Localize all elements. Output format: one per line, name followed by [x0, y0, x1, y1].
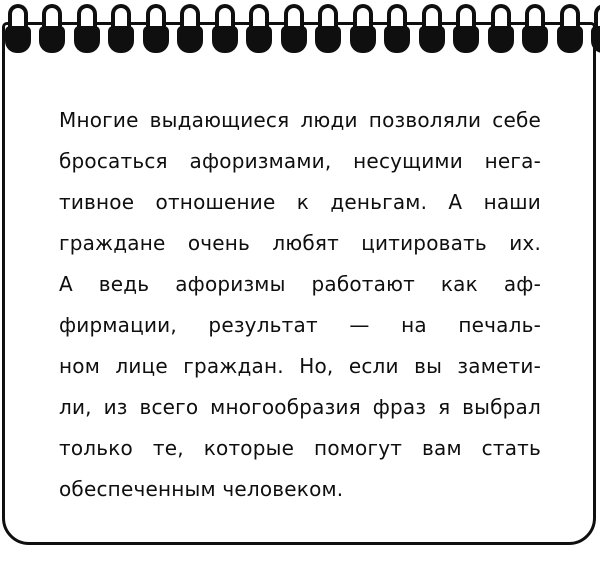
spiral-hole [384, 26, 410, 53]
spiral-ring-icon [384, 4, 410, 54]
spiral-hole [246, 26, 272, 53]
spiral-hole [522, 26, 548, 53]
spiral-ring-icon [315, 4, 341, 54]
spiral-ring-icon [591, 4, 600, 54]
note-text-line: граждане очень любят цитировать их. [59, 231, 541, 255]
spiral-ring-icon [522, 4, 548, 54]
spiral-binding [5, 4, 600, 54]
spiral-hole [591, 26, 600, 53]
spiral-hole [315, 26, 341, 53]
spiral-ring-icon [488, 4, 514, 54]
spiral-hole [350, 26, 376, 53]
spiral-ring-icon [281, 4, 307, 54]
spiral-hole [143, 26, 169, 53]
note-text [59, 100, 541, 510]
spiral-hole [39, 26, 65, 53]
spiral-ring-icon [39, 4, 65, 54]
spiral-ring-icon [212, 4, 238, 54]
note-text-line: А ведь афоризмы работают как аф- [59, 272, 541, 296]
note-text-line: бросаться афоризмами, несущими нега- [59, 149, 541, 173]
note-text-line: Многие выдающиеся люди позволяли себе [59, 108, 541, 132]
spiral-hole [108, 26, 134, 53]
note-text-line: обеспеченным человеком. [59, 477, 344, 501]
spiral-ring-icon [143, 4, 169, 54]
spiral-hole [488, 26, 514, 53]
note-text-line: только те, которые помогут вам стать [59, 436, 541, 460]
spiral-hole [177, 26, 203, 53]
spiral-hole [557, 26, 583, 53]
spiral-ring-icon [177, 4, 203, 54]
note-text-line: тивное отношение к деньгам. А наши [59, 190, 541, 214]
spiral-ring-icon [74, 4, 100, 54]
note-text-line: фирмации, результат — на печаль- [59, 313, 541, 337]
spiral-ring-icon [350, 4, 376, 54]
spiral-ring-icon [419, 4, 445, 54]
note-text-line: ли, из всего многообразия фраз я выбрал [59, 395, 541, 419]
spiral-ring-icon [453, 4, 479, 54]
spiral-hole [453, 26, 479, 53]
spiral-hole [74, 26, 100, 53]
spiral-ring-icon [557, 4, 583, 54]
note-text-line: ном лице граждан. Но, если вы замети- [59, 354, 541, 378]
spiral-hole [419, 26, 445, 53]
spiral-ring-icon [108, 4, 134, 54]
spiral-ring-icon [5, 4, 31, 54]
spiral-hole [212, 26, 238, 53]
spiral-hole [281, 26, 307, 53]
spiral-hole [5, 26, 31, 53]
spiral-ring-icon [246, 4, 272, 54]
